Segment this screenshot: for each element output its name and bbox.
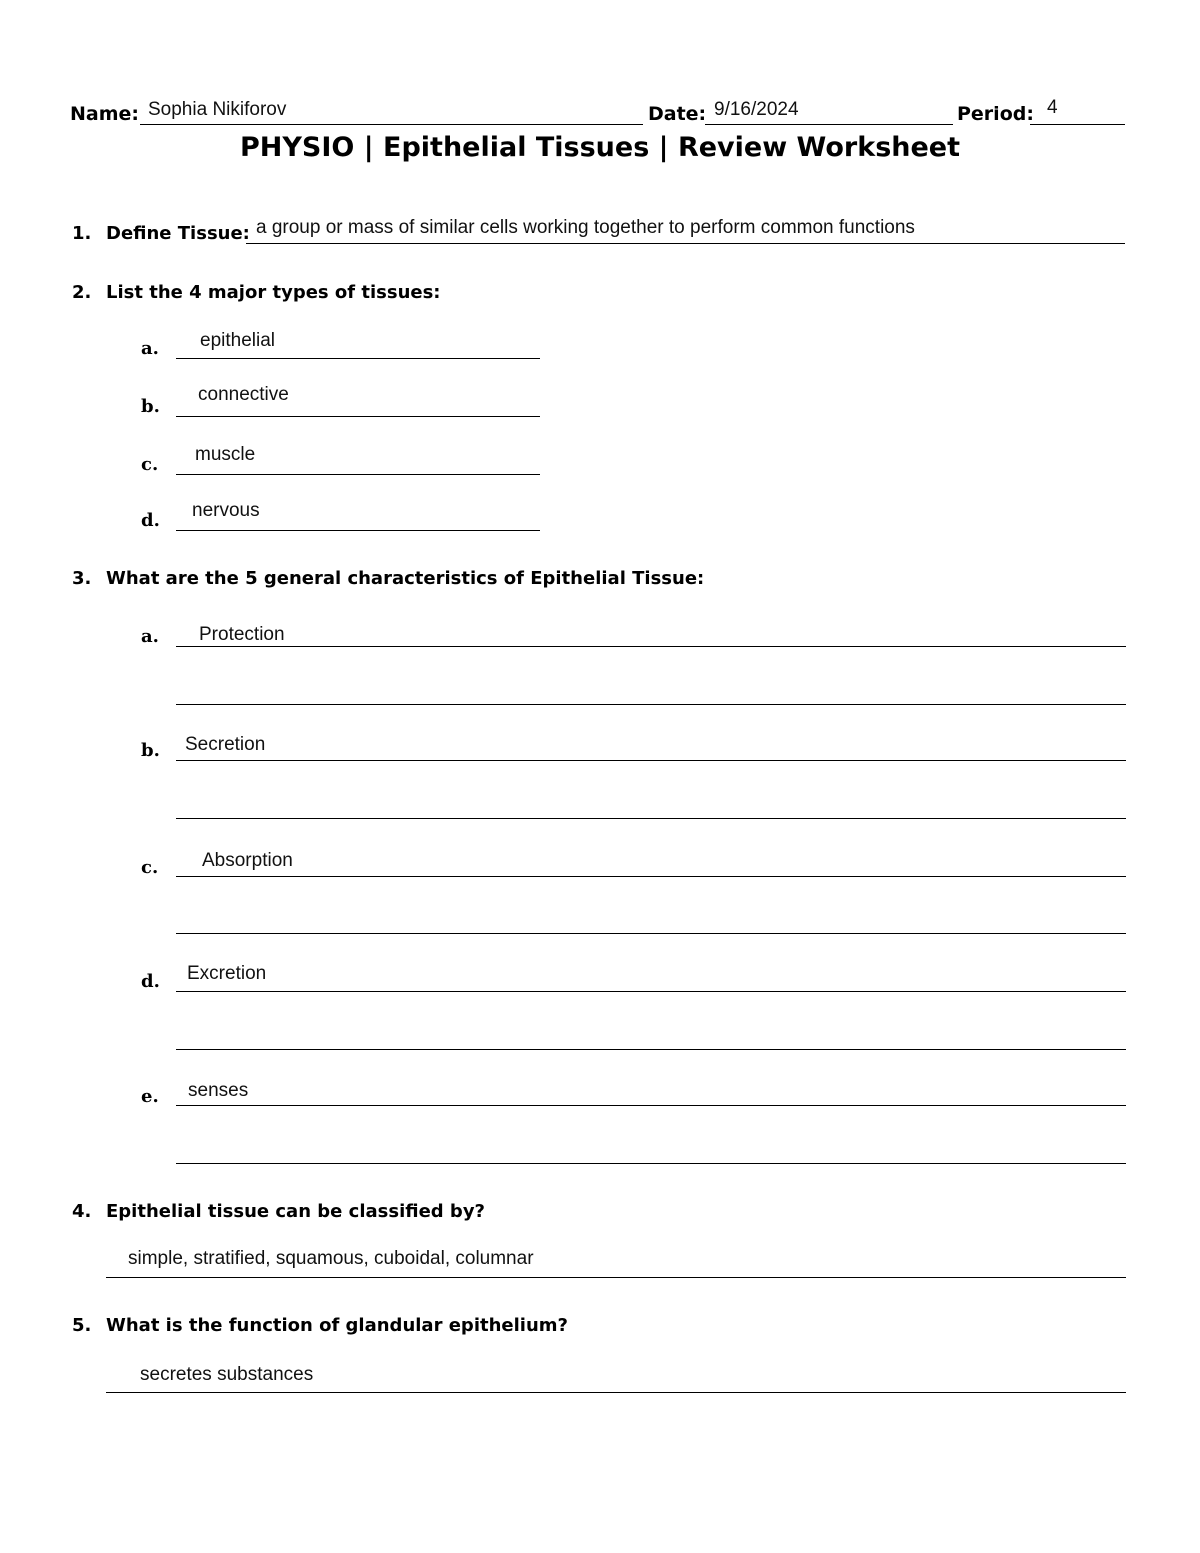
q2-item-letter: a. xyxy=(141,338,159,359)
q3-item-answer-field[interactable]: Excretion xyxy=(187,963,267,984)
q1-prompt: Define Tissue: xyxy=(106,223,250,244)
name-label: Name: xyxy=(70,103,140,125)
q2-item-letter: c. xyxy=(141,454,159,475)
q3-number: 3. xyxy=(72,568,92,589)
q3-item-extra-line xyxy=(176,704,1126,705)
q2-item-answer-field[interactable]: nervous xyxy=(192,500,260,521)
q3-item-letter: e. xyxy=(141,1086,159,1107)
worksheet-title: PHYSIO | Epithelial Tissues | Review Worksheet xyxy=(239,132,961,163)
q3-item-letter: d. xyxy=(141,971,160,992)
q2-item-answer-field[interactable]: muscle xyxy=(195,444,256,465)
name-field[interactable]: Sophia Nikiforov xyxy=(148,99,287,120)
q4-number: 4. xyxy=(72,1201,92,1222)
q5-underline xyxy=(106,1392,1126,1393)
q3-item-underline xyxy=(176,646,1126,647)
q2-prompt: List the 4 major types of tissues: xyxy=(106,282,441,303)
q2-item-underline xyxy=(176,416,540,417)
q2-item-letter: d. xyxy=(141,510,160,531)
q3-item-underline xyxy=(176,760,1126,761)
q3-item-letter: a. xyxy=(141,626,159,647)
q3-item-extra-line xyxy=(176,818,1126,819)
q4-prompt: Epithelial tissue can be classified by? xyxy=(106,1201,485,1222)
period-label: Period: xyxy=(957,103,1034,125)
q3-item-extra-line xyxy=(176,933,1126,934)
q3-item-answer-field[interactable]: Protection xyxy=(199,624,285,645)
date-underline xyxy=(705,124,953,125)
q1-underline xyxy=(246,243,1125,244)
q5-number: 5. xyxy=(72,1315,92,1336)
q2-item-answer-field[interactable]: connective xyxy=(198,384,289,405)
q5-prompt: What is the function of glandular epithelium? xyxy=(106,1315,568,1336)
q3-item-underline xyxy=(176,991,1126,992)
q3-item-answer-field[interactable]: Secretion xyxy=(185,734,266,755)
q3-item-answer-field[interactable]: Absorption xyxy=(202,850,293,871)
q3-prompt: What are the 5 general characteristics of Epithelial Tissue: xyxy=(106,568,705,589)
q4-answer-field[interactable]: simple, stratified, squamous, cuboidal, columnar xyxy=(128,1248,534,1269)
q2-item-underline xyxy=(176,358,540,359)
q5-answer-field[interactable]: secretes substances xyxy=(140,1364,314,1385)
q4-underline xyxy=(106,1277,1126,1278)
name-underline xyxy=(140,124,643,125)
period-field[interactable]: 4 xyxy=(1047,97,1058,118)
q3-item-letter: c. xyxy=(141,857,159,878)
q2-item-underline xyxy=(176,530,540,531)
q3-item-extra-line xyxy=(176,1163,1126,1164)
q3-item-underline xyxy=(176,876,1126,877)
q3-item-answer-field[interactable]: senses xyxy=(188,1080,249,1101)
q3-item-letter: b. xyxy=(141,740,160,761)
q1-number: 1. xyxy=(72,223,92,244)
q2-number: 2. xyxy=(72,282,92,303)
q3-item-underline xyxy=(176,1105,1126,1106)
q1-answer-field[interactable]: a group or mass of similar cells working together to perform common functions xyxy=(256,217,915,238)
date-field[interactable]: 9/16/2024 xyxy=(714,99,799,120)
period-underline xyxy=(1030,124,1125,125)
q2-item-letter: b. xyxy=(141,396,160,417)
q2-item-underline xyxy=(176,474,540,475)
q2-item-answer-field[interactable]: epithelial xyxy=(200,330,275,351)
q3-item-extra-line xyxy=(176,1049,1126,1050)
date-label: Date: xyxy=(648,103,707,125)
